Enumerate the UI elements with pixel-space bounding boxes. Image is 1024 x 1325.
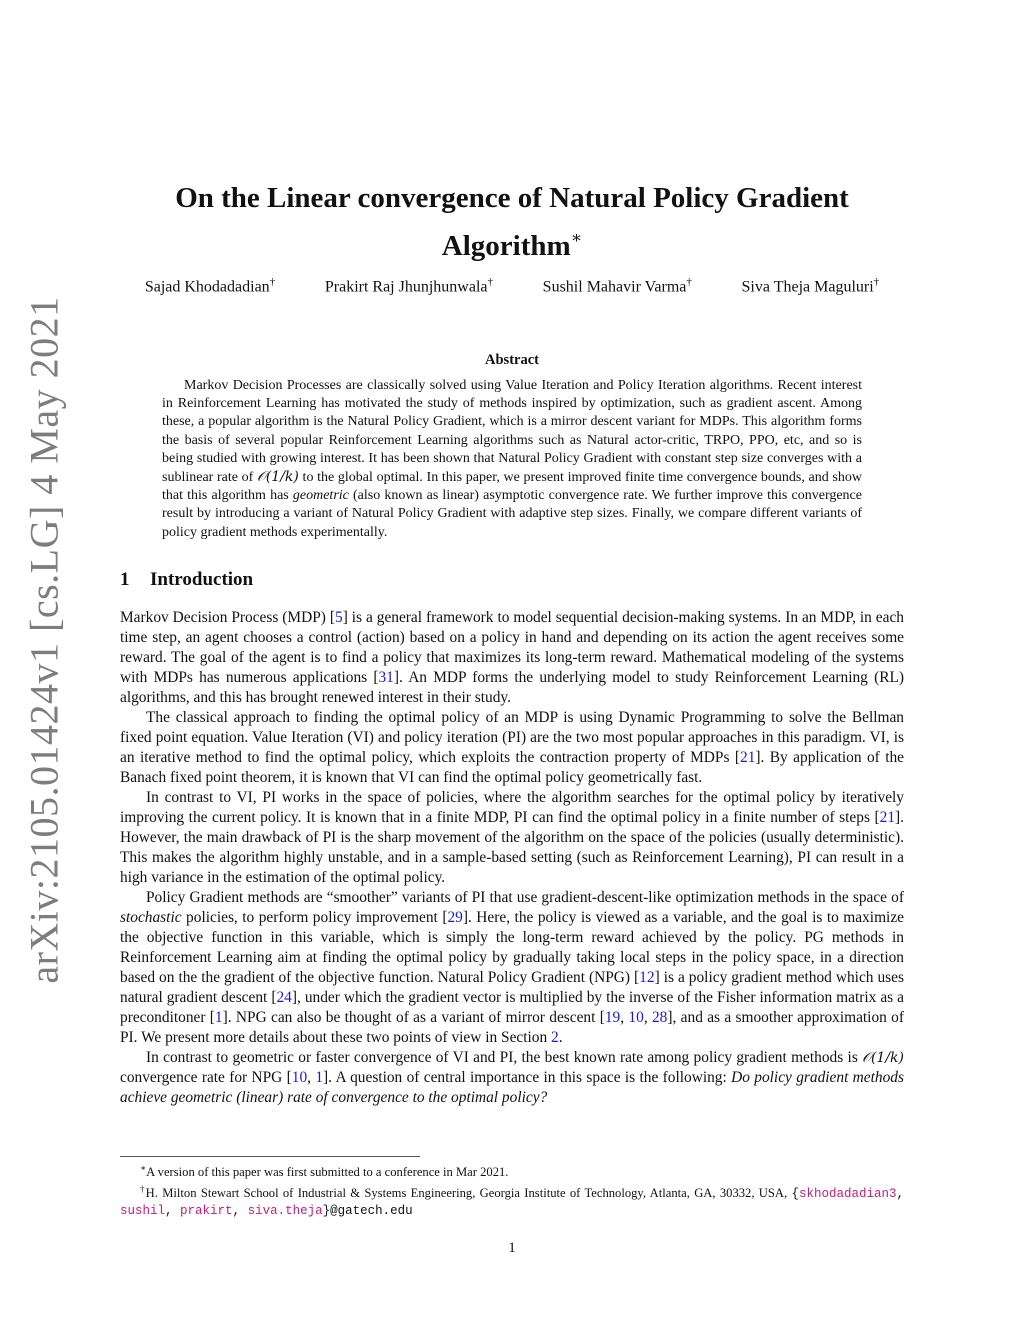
citation-link[interactable]: 1 [214, 1009, 223, 1026]
footnote: †H. Milton Stewart School of Industrial & Systems Engineering, Georgia Institute of Technology, Atlanta, GA, 30332, USA, {skhodadadian3, sushil, prakirt, siva.theja}@gatech.edu [120, 1183, 905, 1219]
body-text [120, 608, 904, 1108]
citation-link[interactable]: 10 [628, 1009, 644, 1026]
paragraph: Markov Decision Process (MDP) [5] is a general framework to model sequential decision-making systems. In an MDP, in each time step, an agent chooses a control (action) based on a policy in hand and depending on its action the agent receives some reward. The goal of the agent is to find a policy that maximizes its long-term reward. Mathematical modeling of the systems with MDPs has numerous applications [31]. An MDP forms the underlying model to study Reinforcement Learning (RL) algorithms, and this has brought renewed interest in their study. [120, 609, 904, 706]
citation-link[interactable]: 31 [378, 669, 394, 686]
citation-link[interactable]: 24 [276, 989, 292, 1006]
email-link[interactable]: siva.theja [247, 1204, 323, 1219]
citation-link[interactable]: 21 [740, 749, 756, 766]
section-heading [120, 569, 253, 591]
title-footnote-mark: ∗ [570, 228, 583, 247]
title-line-2: Algorithm∗ [441, 228, 583, 262]
math-big-o: 𝒪(1/k) [257, 469, 299, 486]
footnotes [120, 1160, 904, 1220]
section-title: Introduction [150, 569, 254, 590]
author: Sushil Mahavir Varma† [542, 276, 692, 296]
paragraph: In contrast to geometric or faster convergence of VI and PI, the best known rate among policy gradient methods is 𝒪(1/k) convergence rate for NPG [10, 1]. A question of central importance in this space is the following: Do policy gradient methods achieve geometric (linear) rate of convergence to the optimal policy? [120, 1049, 904, 1106]
paper-title [120, 178, 904, 266]
paragraph: In contrast to VI, PI works in the space of policies, where the algorithm searches for the optimal policy by iteratively improving the current policy. It is known that in a finite MDP, PI can find the optimal policy in a finite number of steps [21]. However, the main drawback of PI is the sharp movement of the algorithm on the space of the policies (usually deterministic). This makes the algorithm highly unstable, and in a sample-based setting (such as Reinforcement Learning), PI can result in a high variance in the estimation of the optimal policy. [120, 789, 904, 886]
email-link[interactable]: prakirt [180, 1204, 233, 1219]
email-link[interactable]: sushil [120, 1204, 166, 1219]
email-link[interactable]: skhodadadian3 [798, 1186, 897, 1201]
title-line-1: On the Linear convergence of Natural Policy Gradient [175, 182, 849, 214]
citation-link[interactable]: 1 [315, 1069, 324, 1086]
citation-link[interactable]: 19 [604, 1009, 621, 1026]
author: Prakirt Raj Jhunjhunwala† [324, 276, 493, 296]
footnote: ∗A version of this paper was first submitted to a conference in Mar 2021. [140, 1163, 509, 1180]
author: Siva Theja Maguluri† [741, 276, 880, 296]
section-reference-link[interactable]: 2 [551, 1029, 559, 1046]
author: Sajad Khodadadian† [144, 276, 276, 296]
footnote-rule [120, 1156, 420, 1157]
section-number: 1 [120, 569, 130, 590]
abstract-text: Markov Decision Processes are classically solved using Value Iteration and Policy Iteration algorithms. Recent interest in Reinforcement Learning has motivated the study of methods inspired by optimization, such as gradient ascent. Among these, a popular algorithm is the Natural Policy Gradient, which is a mirror descent variant for MDPs. This algorithm forms the basis of several popular Reinforcement Learning algorithms such as Natural actor-critic, TRPO, PPO, etc, and so is being studied with growing interest. It has been shown that Natural Policy Gradient with constant step size converges with a sublinear rate of 𝒪(1/k) to the global optimal. In this paper, we present improved finite time convergence bounds, and show that this algorithm has geometric (also known as linear) asymptotic convergence rate. We further improve this convergence result by introducing a variant of Natural Policy Gradient with adaptive step sizes. Finally, we compare different variants of policy gradient methods experimentally. [162, 378, 862, 540]
citation-link[interactable]: 21 [879, 809, 896, 826]
paragraph: Policy Gradient methods are “smoother” variants of PI that use gradient-descent-like optimization methods in the space of stochastic policies, to perform policy improvement [29]. Here, the policy is viewed as a variable, and the goal is to maximize the objective function in this variable, which is simply the long-term reward achieved by the policy. PG methods in Reinforcement Learning aim at finding the optimal policy by gradually taking local steps in the policy space, in a direction based on the the gradient of the objective function. Natural Policy Gradient (NPG) [12] is a policy gradient method which uses natural gradient descent [24], under which the gradient vector is multiplied by the inverse of the Fisher information matrix as a preconditoner [1]. NPG can also be thought of as a variant of mirror descent [19, 10, 28], and as a smoother approximation of PI. We present more details about these two points of view in Section 2. [120, 889, 904, 1046]
abstract-heading: Abstract [485, 352, 539, 368]
citation-link[interactable]: 5 [334, 609, 343, 626]
citation-link[interactable]: 28 [651, 1009, 668, 1026]
math-big-o: 𝒪(1/k) [862, 1050, 904, 1066]
citation-link[interactable]: 12 [639, 969, 655, 986]
author-list [120, 276, 904, 296]
paragraph: The classical approach to finding the optimal policy of an MDP is using Dynamic Programming to solve the Bellman fixed point equation. Value Iteration (VI) and policy iteration (PI) are the two most popular approaches in this paradigm. VI, is an iterative method to find the optimal policy, which exploits the contraction property of MDPs [21]. By application of the Banach fixed point theorem, it is known that VI can find the optimal policy geometrically fast. [120, 709, 904, 786]
citation-link[interactable]: 10 [291, 1069, 308, 1086]
arxiv-watermark: arXiv:2105.01424v1 [cs.LG] 4 May 2021 [21, 296, 67, 984]
page-number: 1 [508, 1240, 516, 1256]
citation-link[interactable]: 29 [447, 909, 463, 926]
